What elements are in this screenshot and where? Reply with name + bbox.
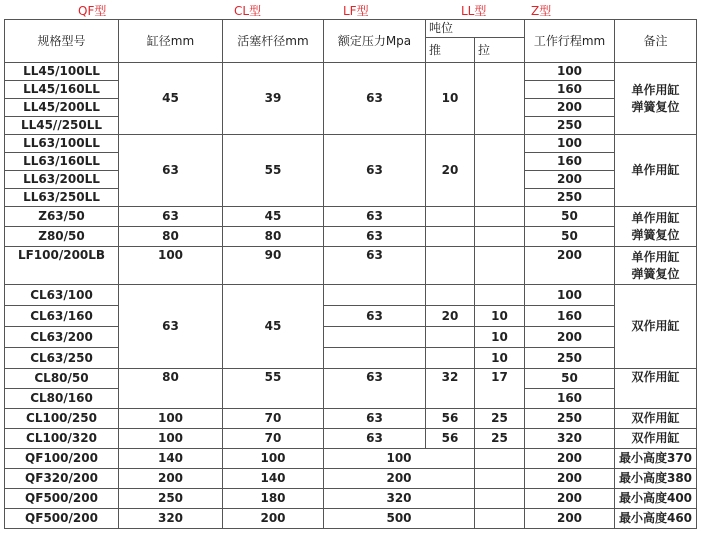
table-row [5, 227, 697, 247]
pull-cell: 10 [475, 327, 525, 348]
model-cell: LL45/200LL [5, 99, 119, 117]
pull-cell [475, 227, 525, 247]
note-cell [615, 247, 697, 285]
stroke-cell: 200 [525, 509, 615, 529]
pull-cell [475, 247, 525, 285]
note-line: 单作用缸 [631, 249, 680, 264]
stroke-cell: 250 [525, 348, 615, 369]
pull-cell [475, 63, 525, 135]
push-cell: 20 [426, 306, 475, 327]
model-cell: QF500/200 [5, 489, 119, 509]
pressure-cell: 63 [324, 409, 426, 429]
note-cell [615, 63, 697, 135]
pull-cell: 10 [475, 306, 525, 327]
label-ll-type: LL型 [461, 4, 487, 18]
pressure-cell: 63 [324, 429, 426, 449]
label-z-type: Z型 [531, 4, 552, 18]
pressure-cell [324, 285, 426, 306]
pressure-cell: 63 [324, 227, 426, 247]
pull-cell: 17 [475, 369, 525, 409]
cylinder-spec-table [4, 19, 697, 529]
pull-cell: 25 [475, 409, 525, 429]
stroke-cell: 160 [525, 81, 615, 99]
model-cell: CL63/100 [5, 285, 119, 306]
rod-cell: 39 [223, 63, 324, 135]
table-row [5, 135, 697, 153]
pull-cell: 10 [475, 348, 525, 369]
stroke-cell: 320 [525, 429, 615, 449]
table-row [5, 469, 697, 489]
stroke-cell: 200 [525, 247, 615, 285]
pull-cell [475, 489, 525, 509]
stroke-cell: 250 [525, 409, 615, 429]
bore-cell: 63 [119, 285, 223, 369]
table-row [5, 327, 697, 348]
model-cell: CL80/50 [5, 369, 119, 389]
stroke-cell: 100 [525, 285, 615, 306]
stroke-cell: 160 [525, 306, 615, 327]
note-cell: 双作用缸 [615, 429, 697, 449]
pressure-cell: 63 [324, 207, 426, 227]
table-row [5, 306, 697, 327]
rod-cell: 80 [223, 227, 324, 247]
model-cell: CL100/250 [5, 409, 119, 429]
note-cell [615, 207, 697, 247]
pressure-cell: 63 [324, 247, 426, 285]
model-cell: QF100/200 [5, 449, 119, 469]
push-cell: 56 [426, 409, 475, 429]
pressure-cell: 63 [324, 63, 426, 135]
rod-cell: 90 [223, 247, 324, 285]
stroke-cell: 160 [525, 153, 615, 171]
pull-cell [475, 207, 525, 227]
col-header-rod: 活塞杆径mm [223, 20, 324, 63]
note-line: 弹簧复位 [631, 99, 680, 114]
label-qf-type: QF型 [78, 4, 107, 18]
note-line: 单作用缸 [631, 82, 680, 97]
model-cell: CL63/200 [5, 327, 119, 348]
note-cell: 最小高度400 [615, 489, 697, 509]
rod-cell: 45 [223, 285, 324, 369]
pressure-cell [324, 327, 426, 348]
note-cell: 最小高度380 [615, 469, 697, 489]
model-cell: QF500/200 [5, 509, 119, 529]
bore-cell: 140 [119, 449, 223, 469]
pressure-cell: 63 [324, 135, 426, 207]
table-row [5, 348, 697, 369]
stroke-cell: 250 [525, 189, 615, 207]
rod-cell: 55 [223, 135, 324, 207]
table-row [5, 369, 697, 389]
stroke-cell: 50 [525, 369, 615, 389]
col-header-pressure: 额定压力Mpa [324, 20, 426, 63]
push-cell [426, 227, 475, 247]
rod-cell: 140 [223, 469, 324, 489]
pressure-cell: 63 [324, 369, 426, 409]
model-cell: LL45/160LL [5, 81, 119, 99]
push-cell: 500 [324, 509, 475, 529]
push-cell: 32 [426, 369, 475, 409]
col-header-bore: 缸径mm [119, 20, 223, 63]
stroke-cell: 200 [525, 171, 615, 189]
label-cl-type: CL型 [234, 4, 262, 18]
col-header-pull: 拉 [475, 38, 525, 63]
table-row [5, 489, 697, 509]
pressure-cell [324, 348, 426, 369]
note-line: 弹簧复位 [631, 227, 680, 242]
push-cell: 200 [324, 469, 475, 489]
stroke-cell: 200 [525, 99, 615, 117]
bore-cell: 45 [119, 63, 223, 135]
pull-cell [475, 135, 525, 207]
stroke-cell: 250 [525, 117, 615, 135]
model-cell: Z80/50 [5, 227, 119, 247]
model-cell: LL63/250LL [5, 189, 119, 207]
note-line: 弹簧复位 [631, 266, 680, 281]
pressure-cell: 63 [324, 306, 426, 327]
stroke-cell: 50 [525, 207, 615, 227]
bore-cell: 63 [119, 135, 223, 207]
pull-cell [475, 285, 525, 306]
table-row [5, 63, 697, 81]
push-cell: 20 [426, 135, 475, 207]
stroke-cell: 200 [525, 449, 615, 469]
bore-cell: 320 [119, 509, 223, 529]
model-cell: QF320/200 [5, 469, 119, 489]
stroke-cell: 50 [525, 227, 615, 247]
table-row [5, 429, 697, 449]
model-cell: Z63/50 [5, 207, 119, 227]
note-cell: 最小高度370 [615, 449, 697, 469]
pull-cell: 25 [475, 429, 525, 449]
stroke-cell: 100 [525, 135, 615, 153]
note-cell: 单作用缸 [615, 135, 697, 207]
note-cell: 最小高度460 [615, 509, 697, 529]
stroke-cell: 200 [525, 469, 615, 489]
table-row [5, 509, 697, 529]
pull-cell [475, 449, 525, 469]
pull-cell [475, 509, 525, 529]
bore-cell: 80 [119, 227, 223, 247]
pull-cell [475, 469, 525, 489]
model-cell: CL80/160 [5, 389, 119, 409]
model-cell: CL63/250 [5, 348, 119, 369]
push-cell: 320 [324, 489, 475, 509]
col-header-push: 推 [426, 38, 475, 63]
label-lf-type: LF型 [343, 4, 369, 18]
rod-cell: 70 [223, 409, 324, 429]
table-row [5, 449, 697, 469]
stroke-cell: 160 [525, 389, 615, 409]
stroke-cell: 200 [525, 327, 615, 348]
push-cell [426, 207, 475, 227]
bore-cell: 100 [119, 429, 223, 449]
table-row [5, 409, 697, 429]
push-cell [426, 247, 475, 285]
bore-cell: 250 [119, 489, 223, 509]
model-cell: LL45/100LL [5, 63, 119, 81]
col-header-stroke: 工作行程mm [525, 20, 615, 63]
rod-cell: 200 [223, 509, 324, 529]
table-row [5, 247, 697, 285]
rod-cell: 180 [223, 489, 324, 509]
push-cell: 10 [426, 63, 475, 135]
col-header-tonnage: 吨位 [426, 20, 525, 38]
model-cell: CL100/320 [5, 429, 119, 449]
model-cell: CL63/160 [5, 306, 119, 327]
model-cell: LL45//250LL [5, 117, 119, 135]
note-cell: 双作用缸 [615, 409, 697, 429]
model-cell: LL63/200LL [5, 171, 119, 189]
rod-cell: 70 [223, 429, 324, 449]
rod-cell: 45 [223, 207, 324, 227]
bore-cell: 100 [119, 247, 223, 285]
bore-cell: 63 [119, 207, 223, 227]
table-row [5, 207, 697, 227]
model-cell: LL63/100LL [5, 135, 119, 153]
rod-cell: 55 [223, 369, 324, 409]
header-row [5, 20, 697, 38]
push-cell [426, 285, 475, 306]
col-header-model: 规格型号 [5, 20, 119, 63]
bore-cell: 100 [119, 409, 223, 429]
model-cell: LL63/160LL [5, 153, 119, 171]
push-cell: 100 [324, 449, 475, 469]
stroke-cell: 200 [525, 489, 615, 509]
note-line: 单作用缸 [631, 210, 680, 225]
bore-cell: 200 [119, 469, 223, 489]
model-cell: LF100/200LB [5, 247, 119, 285]
push-cell: 56 [426, 429, 475, 449]
push-cell [426, 327, 475, 348]
rod-cell: 100 [223, 449, 324, 469]
push-cell [426, 348, 475, 369]
table-row [5, 285, 697, 306]
stroke-cell: 100 [525, 63, 615, 81]
bore-cell: 80 [119, 369, 223, 409]
note-cell: 双作用缸 [615, 285, 697, 369]
col-header-note: 备注 [615, 20, 697, 63]
note-cell: 双作用缸 [615, 369, 697, 409]
